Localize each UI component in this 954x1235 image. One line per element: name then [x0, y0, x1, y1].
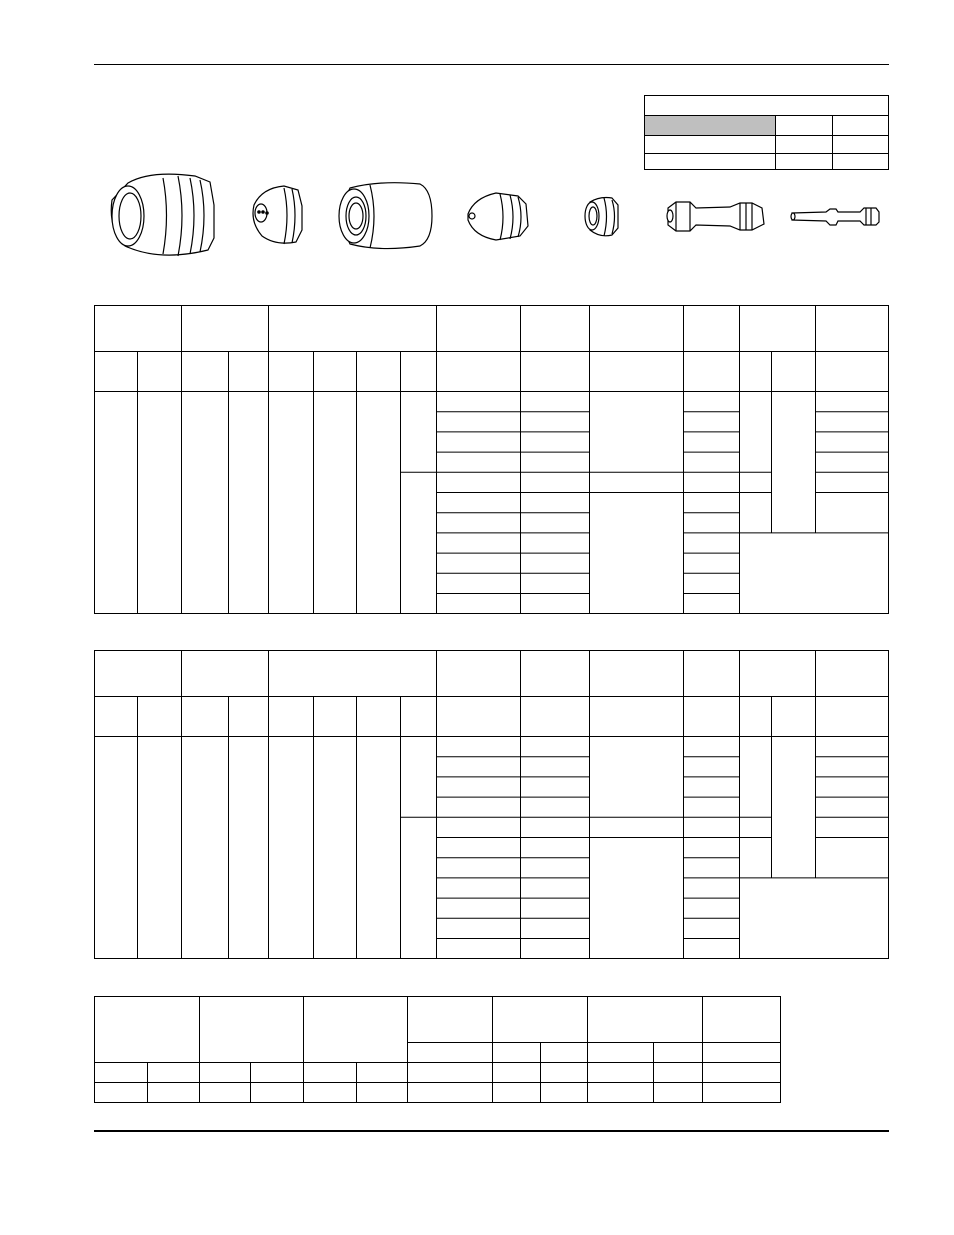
- consumable-parts-row: [0, 0, 954, 300]
- cut-chart-1: [95, 306, 889, 614]
- nozzle-icon: [468, 193, 528, 240]
- shield-icon: [253, 186, 302, 244]
- swirl-ring-icon: [585, 198, 618, 237]
- cut-chart-3: [95, 997, 781, 1103]
- shield-cap-icon: [111, 174, 214, 256]
- cut-chart-2: [95, 651, 889, 959]
- retaining-cap-icon: [339, 183, 432, 249]
- water-tube-icon: [791, 208, 879, 225]
- bottom-rule: [94, 1130, 889, 1132]
- electrode-icon: [667, 202, 764, 231]
